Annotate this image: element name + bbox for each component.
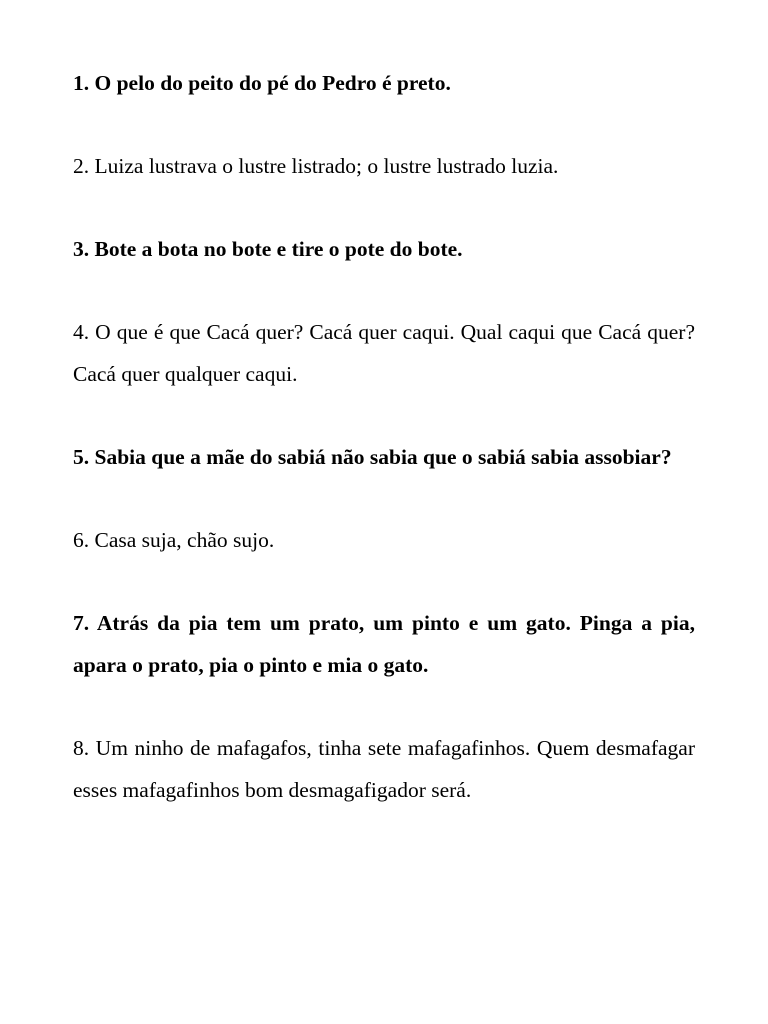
tongue-twister-4: 4. O que é que Cacá quer? Cacá quer caqui. Qual caqui que Cacá quer? Cacá quer qualquer caqui. — [73, 320, 695, 386]
document-page — [73, 62, 695, 811]
tongue-twister-2: 2. Luiza lustrava o lustre listrado; o lustre lustrado luzia. — [73, 154, 559, 178]
tongue-twister-3: 3. Bote a bota no bote e tire o pote do bote. — [73, 237, 463, 261]
tongue-twister-1: 1. O pelo do peito do pé do Pedro é preto. — [73, 71, 451, 95]
tongue-twister-7: 7. Atrás da pia tem um prato, um pinto e um gato. Pinga a pia, apara o prato, pia o pinto e mia o gato. — [73, 611, 695, 677]
tongue-twister-5: 5. Sabia que a mãe do sabiá não sabia que o sabiá sabia assobiar? — [73, 445, 672, 469]
tongue-twister-8: 8. Um ninho de mafagafos, tinha sete mafagafinhos. Quem desmafagar esses mafagafinhos bom desmagafigador será. — [73, 736, 695, 802]
tongue-twister-6: 6. Casa suja, chão sujo. — [73, 528, 275, 552]
